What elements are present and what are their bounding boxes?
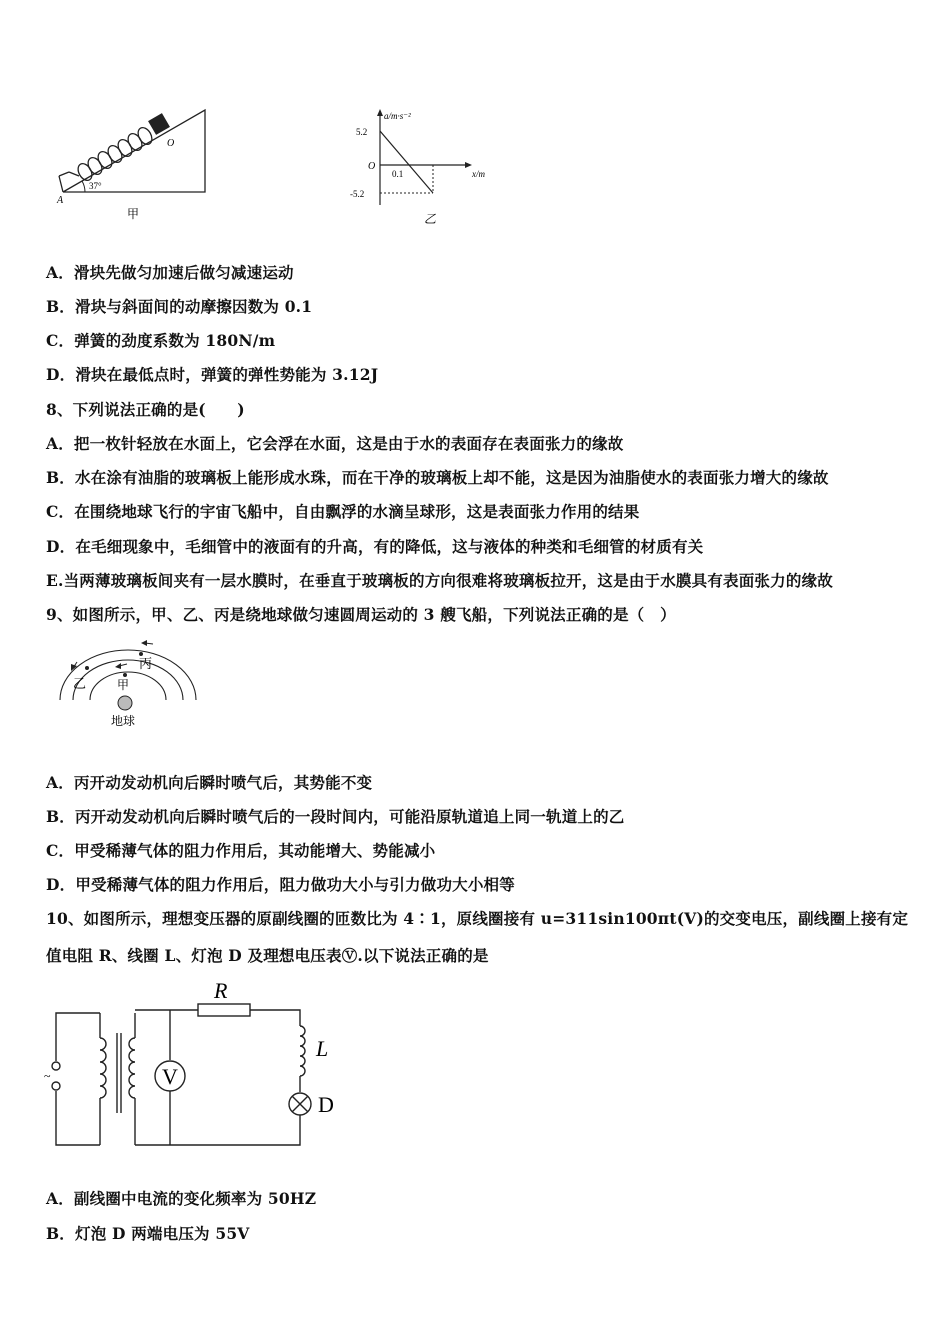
lamp-label: D: [318, 1092, 334, 1117]
q10-stem-line1: 10、如图所示，理想变压器的原副线圈的匝数比为 4∶1，原线圈接有 u=311sin100πt(V)的交变电压，副线圈上接有定: [46, 909, 909, 928]
q8-option-d: D．在毛细现象中，毛细管中的液面有的升高，有的降低，这与液体的种类和毛细管的材质有关: [46, 537, 704, 556]
x-tick: 0.1: [392, 169, 404, 179]
orbit-figure: [55, 632, 205, 732]
y-axis-label: a/m·s⁻²: [384, 111, 411, 121]
q10-stem-line2: 值电阻 R、线圈 L、灯泡 D 及理想电压表Ⓥ.以下说法正确的是: [46, 946, 489, 965]
q8-option-e: E.当两薄玻璃板间夹有一层水膜时，在垂直于玻璃板的方向很难将玻璃板拉开，这是由于水膜具有表面张力的缘故: [46, 571, 833, 590]
voltmeter-label: V: [162, 1064, 178, 1089]
q9-option-d: D．甲受稀薄气体的阻力作用后，阻力做功大小与引力做功大小相等: [46, 875, 515, 894]
q8-option-b: B．水在涂有油脂的玻璃板上能形成水珠，而在干净的玻璃板上却不能，这是因为油脂使水的表面张力增大的缘故: [46, 468, 829, 487]
origin-label: O: [368, 161, 376, 172]
figure-caption-jia: 甲: [127, 207, 140, 221]
q7-option-a: A．滑块先做匀加速后做匀减速运动: [46, 263, 294, 282]
q9-stem: 9、如图所示，甲、乙、丙是绕地球做匀速圆周运动的 3 艘飞船，下列说法正确的是（ ）: [46, 605, 676, 624]
inductor-label: L: [316, 1036, 329, 1061]
transformer-circuit: [40, 978, 360, 1156]
y-top-tick: 5.2: [356, 127, 368, 137]
q7-option-c: C．弹簧的劲度系数为 180N/m: [46, 331, 276, 350]
x-axis-label: x/m: [472, 169, 485, 179]
orbit-label-yi: 乙: [73, 676, 87, 691]
q8-stem: 8、下列说法正确的是( ): [46, 400, 245, 419]
q8-option-a: A．把一枚针轻放在水面上，它会浮在水面，这是由于水的表面存在表面张力的缘故: [46, 434, 624, 453]
q10-option-b: B．灯泡 D 两端电压为 55V: [46, 1224, 250, 1243]
point-a-label: A: [57, 195, 64, 206]
orbit-label-jia: 甲: [117, 678, 130, 692]
point-o-label: O: [167, 138, 175, 149]
q9-option-a: A．丙开动发动机向后瞬时喷气后，其势能不变: [46, 773, 373, 792]
resistor-label: R: [214, 978, 228, 1003]
q8-option-c: C．在围绕地球飞行的宇宙飞船中，自由飘浮的水滴呈球形，这是表面张力作用的结果: [46, 502, 640, 521]
acceleration-position-graph: [340, 105, 500, 230]
ac-source-symbol: ~: [44, 1069, 51, 1083]
angle-label: 37°: [89, 181, 102, 191]
q9-option-c: C．甲受稀薄气体的阻力作用后，其动能增大、势能减小: [46, 841, 436, 860]
orbit-label-bing: 丙: [139, 656, 153, 671]
earth-label: 地球: [111, 714, 136, 728]
y-bottom-tick: -5.2: [350, 189, 365, 199]
incline-spring-figure: [55, 100, 225, 225]
q7-option-b: B．滑块与斜面间的动摩擦因数为 0.1: [46, 297, 313, 316]
q9-option-b: B．丙开动发动机向后瞬时喷气后的一段时间内，可能沿原轨道追上同一轨道上的乙: [46, 807, 625, 826]
q10-option-a: A．副线圈中电流的变化频率为 50HZ: [46, 1189, 317, 1208]
figure-caption-yi: 乙: [424, 212, 437, 226]
q7-option-d: D．滑块在最低点时，弹簧的弹性势能为 3.12J: [46, 365, 379, 384]
